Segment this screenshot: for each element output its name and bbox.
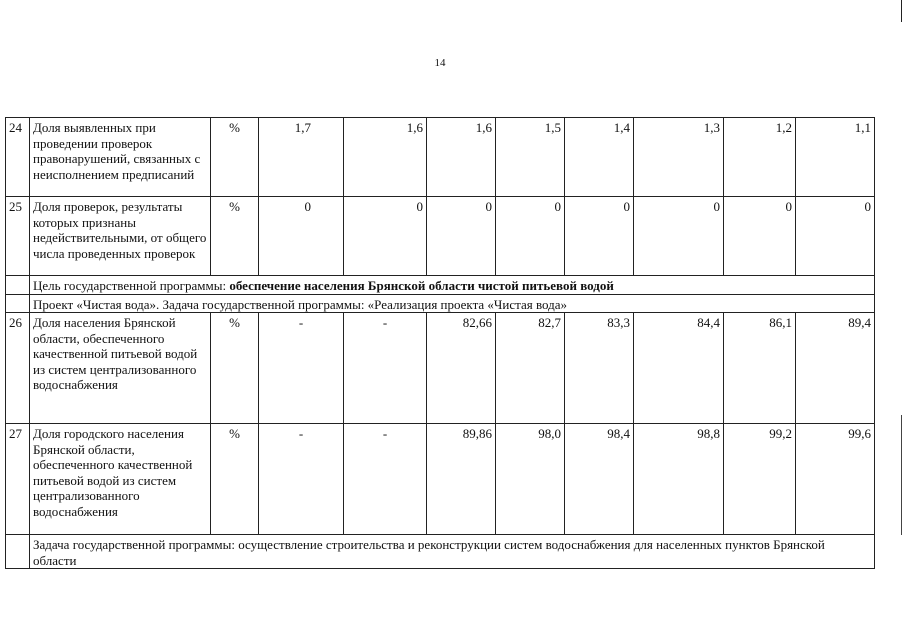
value-cell: 82,66 bbox=[427, 313, 496, 424]
value-cell: 0 bbox=[427, 197, 496, 276]
table-row bbox=[6, 197, 875, 276]
table-row bbox=[6, 424, 875, 535]
indicator-name: Доля проверок, результаты которых признаны недействительными, от общего числа проведенных проверок bbox=[30, 197, 211, 276]
value-cell: 1,4 bbox=[565, 118, 634, 197]
value-cell: - bbox=[259, 313, 344, 424]
unit-cell: % bbox=[211, 118, 259, 197]
value-cell: 98,8 bbox=[634, 424, 724, 535]
value-cell: 0 bbox=[344, 197, 427, 276]
row-number: 26 bbox=[6, 313, 30, 424]
indicator-name: Доля выявленных при проведении проверок правонарушений, связанных с неисполнением предписаний bbox=[30, 118, 211, 197]
value-cell: 83,3 bbox=[565, 313, 634, 424]
value-cell: 0 bbox=[259, 197, 344, 276]
value-cell: 1,6 bbox=[427, 118, 496, 197]
indicator-name: Доля населения Брянской области, обеспеченного качественной питьевой водой из систем централизованного водоснабжения bbox=[30, 313, 211, 424]
scan-edge-mark bbox=[901, 415, 902, 535]
value-cell: 89,86 bbox=[427, 424, 496, 535]
unit-cell: % bbox=[211, 313, 259, 424]
value-cell: - bbox=[259, 424, 344, 535]
goal-row bbox=[6, 276, 875, 295]
table-row bbox=[6, 118, 875, 197]
value-cell: 0 bbox=[634, 197, 724, 276]
value-cell: 89,4 bbox=[796, 313, 875, 424]
indicators-table bbox=[5, 117, 875, 569]
value-cell: 1,3 bbox=[634, 118, 724, 197]
project-task-row bbox=[6, 294, 875, 313]
value-cell: 98,4 bbox=[565, 424, 634, 535]
value-cell: - bbox=[344, 313, 427, 424]
value-cell: 1,5 bbox=[496, 118, 565, 197]
value-cell: 0 bbox=[796, 197, 875, 276]
project-task-text: Проект «Чистая вода». Задача государственной программы: «Реализация проекта «Чистая вода» bbox=[30, 294, 875, 313]
construction-task-text: Задача государственной программы: осуществление строительства и реконструкции систем водоснабжения для населенных пунктов Брянской области bbox=[30, 535, 875, 569]
row-number: 25 bbox=[6, 197, 30, 276]
goal-prefix: Цель государственной программы: bbox=[33, 278, 230, 293]
value-cell: 1,1 bbox=[796, 118, 875, 197]
unit-cell: % bbox=[211, 424, 259, 535]
value-cell: 84,4 bbox=[634, 313, 724, 424]
value-cell: 0 bbox=[724, 197, 796, 276]
value-cell: 1,6 bbox=[344, 118, 427, 197]
value-cell: 0 bbox=[565, 197, 634, 276]
row-number: 27 bbox=[6, 424, 30, 535]
scan-edge-mark bbox=[901, 0, 902, 22]
value-cell: 1,2 bbox=[724, 118, 796, 197]
value-cell: 1,7 bbox=[259, 118, 344, 197]
row-number: 24 bbox=[6, 118, 30, 197]
goal-bold-text: обеспечение населения Брянской области чистой питьевой водой bbox=[229, 278, 614, 293]
goal-text bbox=[30, 276, 875, 295]
value-cell: 99,6 bbox=[796, 424, 875, 535]
value-cell: 99,2 bbox=[724, 424, 796, 535]
indicator-name: Доля городского населения Брянской области, обеспеченного качественной питьевой водой из систем централизованного водоснабжения bbox=[30, 424, 211, 535]
page-number: 14 bbox=[434, 57, 446, 69]
value-cell: 98,0 bbox=[496, 424, 565, 535]
unit-cell: % bbox=[211, 197, 259, 276]
value-cell: 86,1 bbox=[724, 313, 796, 424]
value-cell: 0 bbox=[496, 197, 565, 276]
construction-task-row bbox=[6, 535, 875, 569]
value-cell: 82,7 bbox=[496, 313, 565, 424]
value-cell: - bbox=[344, 424, 427, 535]
table-row bbox=[6, 313, 875, 424]
